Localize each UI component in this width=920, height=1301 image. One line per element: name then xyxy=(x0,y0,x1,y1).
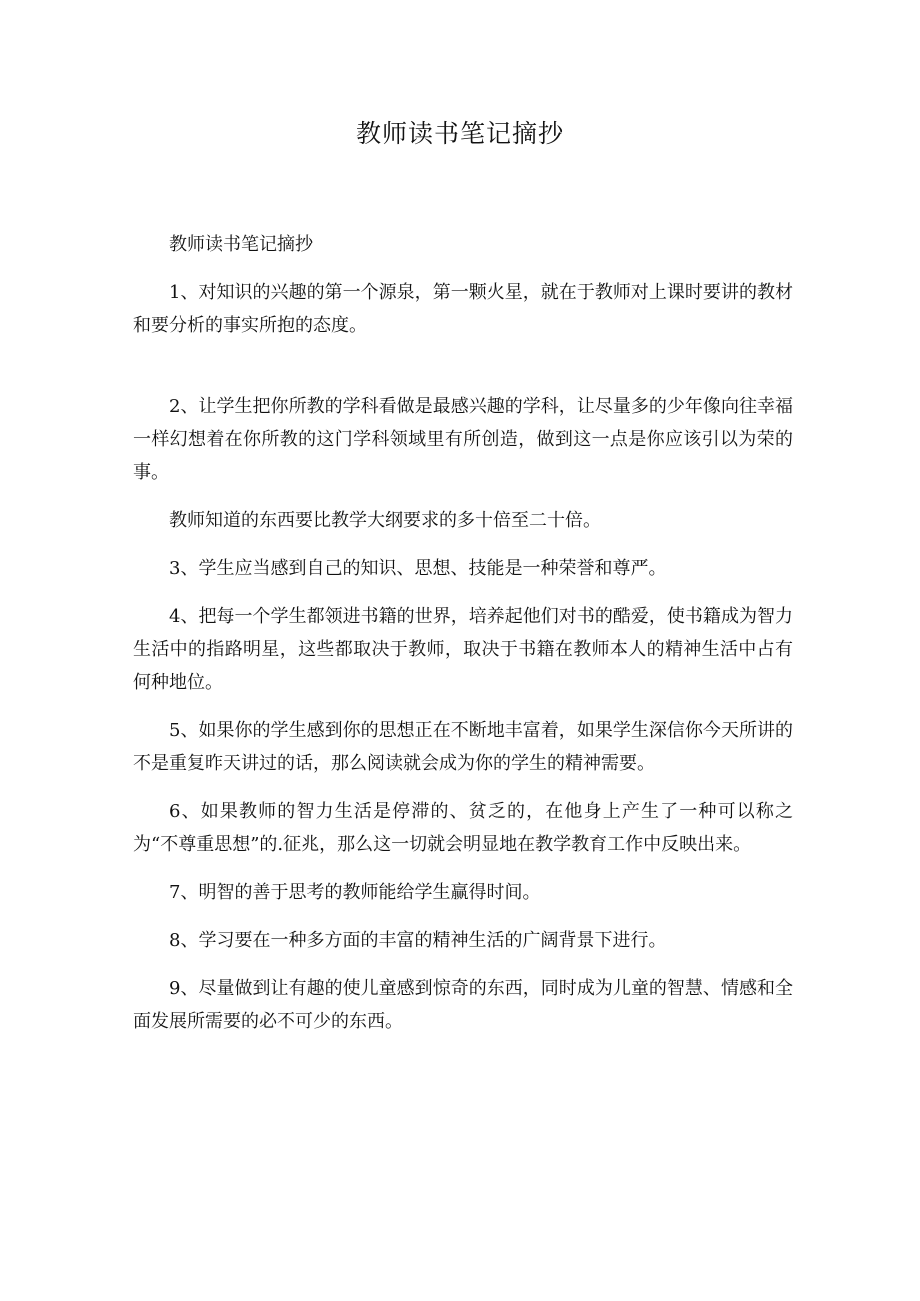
paragraph-8: 8、学习要在一种多方面的丰富的精神生活的广阔背景下进行。 xyxy=(169,930,667,951)
paragraph-subtitle: 教师读书笔记摘抄 xyxy=(169,234,313,255)
paragraph-9: 9、尽量做到让有趣的使儿童感到惊奇的东西，同时成为儿童的智慧、情感和全面发展所需要的必不可少的东西。 xyxy=(133,978,793,1032)
paragraph-3: 3、学生应当感到自己的知识、思想、技能是一种荣誉和尊严。 xyxy=(169,558,667,579)
paragraph-5: 5、如果你的学生感到你的思想正在不断地丰富着，如果学生深信你今天所讲的不是重复昨天讲过的话，那么阅读就会成为你的学生的精神需要。 xyxy=(133,720,793,774)
paragraph-1: 1、对知识的兴趣的第一个源泉，第一颗火星，就在于教师对上课时要讲的教材和要分析的事实所抱的态度。 xyxy=(133,282,793,336)
paragraph-2: 2、让学生把你所教的学科看做是最感兴趣的学科，让尽量多的少年像向往幸福一样幻想着在你所教的这门学科领域里有所创造，做到这一点是你应该引以为荣的事。 xyxy=(133,396,793,483)
paragraph-4: 4、把每一个学生都领进书籍的世界，培养起他们对书的酷爱，使书籍成为智力生活中的指路明星，这些都取决于教师，取决于书籍在教师本人的精神生活中占有何种地位。 xyxy=(133,606,793,693)
document-body xyxy=(133,228,793,1053)
page-title: 教师读书笔记摘抄 xyxy=(355,119,564,148)
paragraph-7: 7、明智的善于思考的教师能给学生赢得时间。 xyxy=(169,882,541,903)
paragraph-teacher-knowledge: 教师知道的东西要比教学大纲要求的多十倍至二十倍。 xyxy=(169,510,601,531)
paragraph-6: 6、如果教师的智力生活是停滞的、贫乏的，在他身上产生了一种可以称之为“不尊重思想”的.征兆，那么这一切就会明显地在教学教育工作中反映出来。 xyxy=(133,801,793,855)
